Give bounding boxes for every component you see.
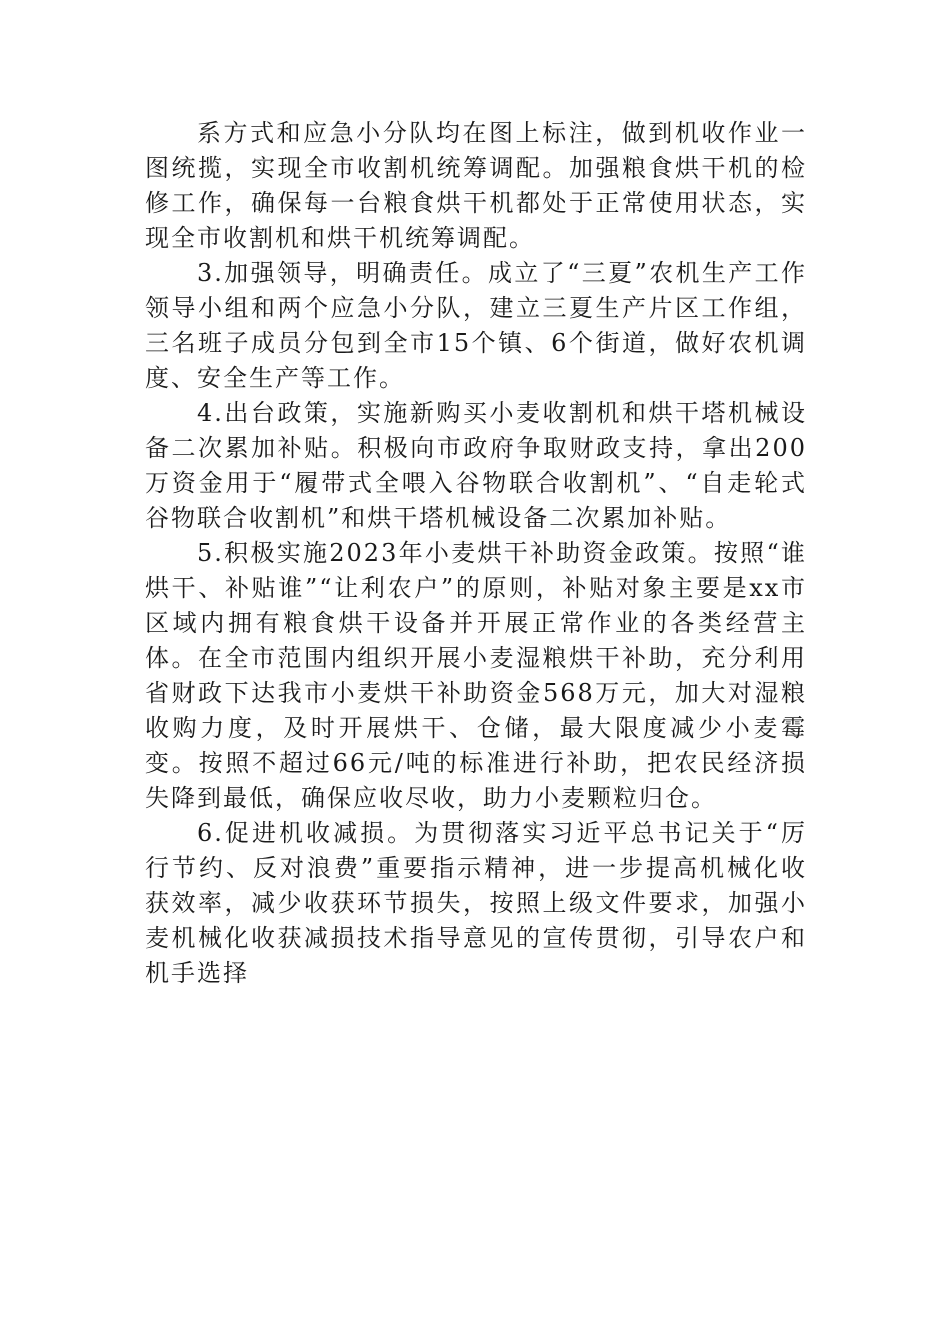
document-body bbox=[145, 116, 807, 991]
paragraph-continuation: 系方式和应急小分队均在图上标注，做到机收作业一图统揽，实现全市收割机统筹调配。加强粮食烘干机的检修工作，确保每一台粮食烘干机都处于正常使用状态，实现全市收割机和烘干机统筹调配。 bbox=[145, 119, 807, 252]
paragraph-4-policy: 4.出台政策，实施新购买小麦收割机和烘干塔机械设备二次累加补贴。积极向市政府争取财政支持，拿出200万资金用于“履带式全喂入谷物联合收割机”、“自走轮式谷物联合收割机”和烘干塔机械设备二次累加补贴。 bbox=[145, 399, 807, 532]
paragraph-5-drying-subsidy: 5.积极实施2023年小麦烘干补助资金政策。按照“谁烘干、补贴谁”“让利农户”的原则，补贴对象主要是xx市区域内拥有粮食烘干设备并开展正常作业的各类经营主体。在全市范围内组织开展小麦湿粮烘干补助，充分利用省财政下达我市小麦烘干补助资金568万元，加大对湿粮收购力度，及时开展烘干、仓储，最大限度减少小麦霉变。按照不超过66元/吨的标准进行补助，把农民经济损失降到最低，确保应收尽收，助力小麦颗粒归仓。 bbox=[145, 539, 807, 812]
paragraph-6-loss-reduction: 6.促进机收减损。为贯彻落实习近平总书记关于“厉行节约、反对浪费”重要指示精神，进一步提高机械化收获效率，减少收获环节损失，按照上级文件要求，加强小麦机械化收获减损技术指导意见的宣传贯彻，引导农户和机手选择 bbox=[145, 819, 807, 987]
paragraph-3-leadership: 3.加强领导，明确责任。成立了“三夏”农机生产工作领导小组和两个应急小分队，建立三夏生产片区工作组，三名班子成员分包到全市15个镇、6个街道，做好农机调度、安全生产等工作。 bbox=[145, 259, 807, 392]
